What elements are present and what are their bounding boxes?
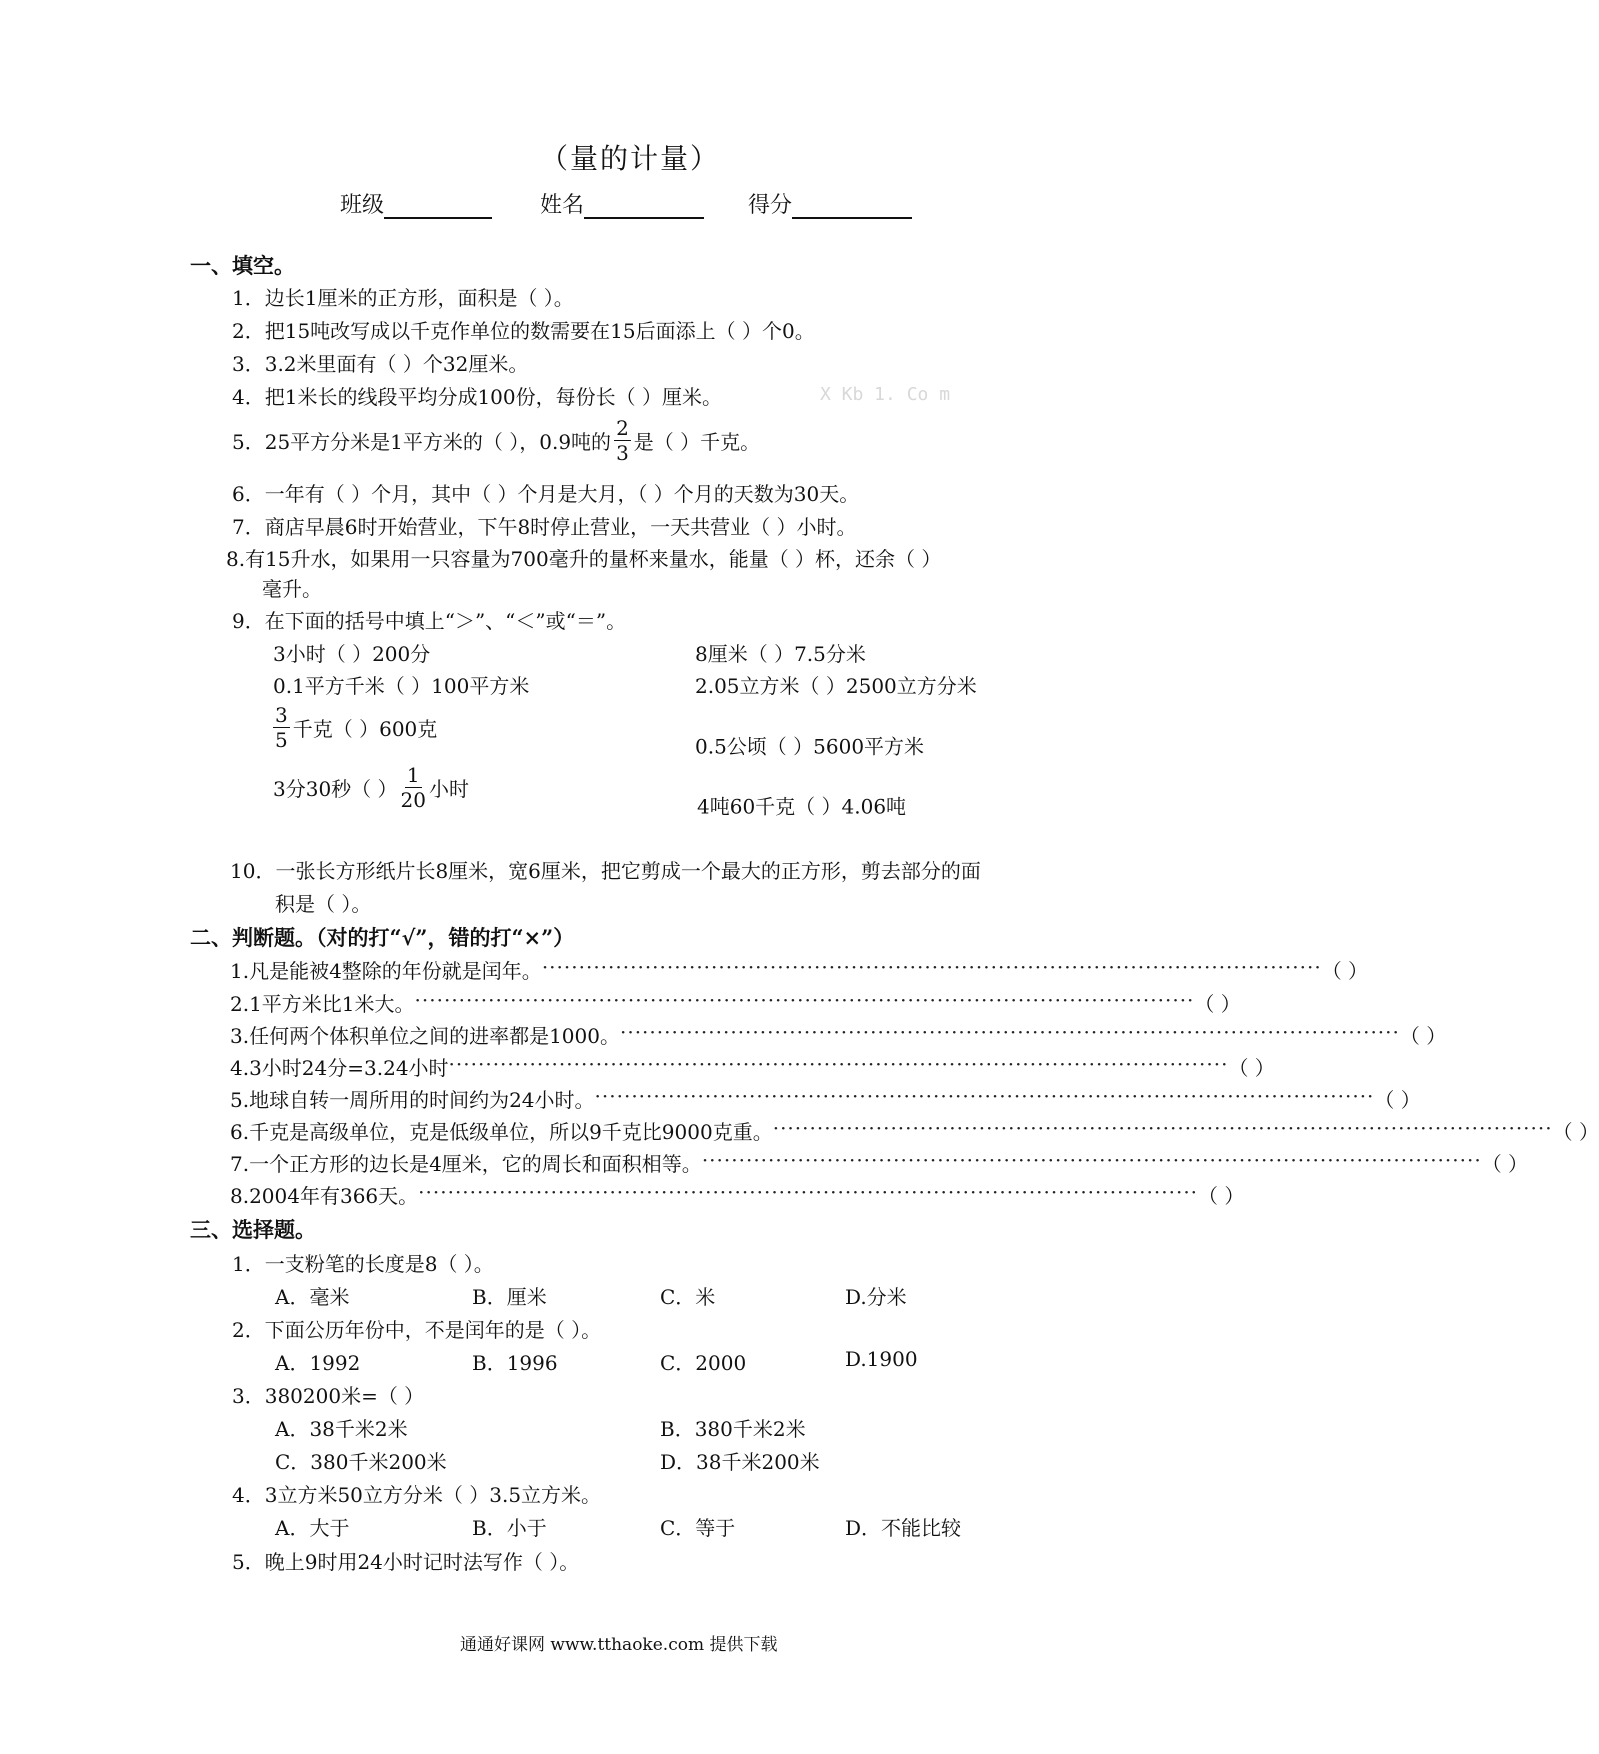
leader-dots: ·········································································································· xyxy=(772,1116,1553,1140)
s1-q10-line2: 积是（ ）。 xyxy=(275,892,372,916)
s3-q3: 3．380200米=（ ） xyxy=(232,1384,425,1408)
fraction-numerator: 3 xyxy=(275,703,288,727)
s1-q8-line1: 8.有15升水，如果用一只容量为700毫升的量杯来量水，能量（ ）杯，还余（ ） xyxy=(226,547,942,571)
s1-q8-line2: 毫升。 xyxy=(262,577,322,601)
section-3-heading: 三、选择题。 xyxy=(190,1217,316,1242)
section-1-heading: 一、填空。 xyxy=(190,253,295,278)
fraction-three-fifths xyxy=(273,705,290,750)
answer-paren[interactable]: （ ） xyxy=(1194,992,1241,1016)
answer-paren[interactable]: （ ） xyxy=(1374,1088,1421,1112)
s3-q3-option-b[interactable]: B．380千米2米 xyxy=(660,1417,806,1441)
s3-q1-option-b[interactable]: B．厘米 xyxy=(472,1285,547,1309)
s3-q1-option-c[interactable]: C．米 xyxy=(660,1285,716,1309)
s3-q2-option-b[interactable]: B．1996 xyxy=(472,1351,558,1375)
footer-credit: 通通好课网 www.tthaoke.com 提供下载 xyxy=(460,1635,778,1655)
q9-compare-a2: 8厘米（ ）7.5分米 xyxy=(695,642,866,666)
judge-statement: 8.2004年有366天。 xyxy=(230,1184,419,1208)
q9-compare-b2: 2.05立方米（ ）2500立方分米 xyxy=(695,674,977,698)
judge-statement: 2.1平方米比1米大。 xyxy=(230,992,415,1016)
q9-compare-c1 xyxy=(273,705,437,750)
fraction-denominator: 20 xyxy=(400,788,426,812)
answer-paren[interactable]: （ ） xyxy=(1552,1120,1599,1144)
s1-q3: 3．3.2米里面有（ ）个32厘米。 xyxy=(232,352,529,376)
s3-q5: 5．晚上9时用24小时记时法写作（ ）。 xyxy=(232,1550,580,1574)
leader-dots: ·········································································································· xyxy=(594,1084,1375,1108)
leader-dots: ·········································································································· xyxy=(541,955,1322,979)
s3-q3-option-d[interactable]: D．38千米200米 xyxy=(660,1450,820,1474)
s3-q4: 4．3立方米50立方分米（ ）3.5立方米。 xyxy=(232,1483,602,1507)
s3-q4-option-a[interactable]: A．大于 xyxy=(275,1516,350,1540)
s1-q7: 7．商店早晨6时开始营业，下午8时停止营业，一天共营业（ ）小时。 xyxy=(232,515,857,539)
s1-q5-part-b: 是（ ）千克。 xyxy=(633,430,761,454)
s3-q3-option-c[interactable]: C．380千米200米 xyxy=(275,1450,447,1474)
leader-dots: ·········································································································· xyxy=(701,1148,1482,1172)
leader-dots: ·········································································································· xyxy=(448,1052,1229,1076)
judge-item xyxy=(230,1052,1275,1081)
q9-compare-d2: 4吨60千克（ ）4.06吨 xyxy=(697,794,907,819)
judge-statement: 7.一个正方形的边长是4厘米，它的周长和面积相等。 xyxy=(230,1152,702,1176)
judge-item xyxy=(230,1148,1529,1177)
s1-q9: 9．在下面的括号中填上“＞”、“＜”或“＝”。 xyxy=(232,609,627,633)
s1-q2: 2．把15吨改写成以千克作单位的数需要在15后面添上（ ）个0。 xyxy=(232,319,815,343)
leader-dots: ·········································································································· xyxy=(414,988,1195,1012)
leader-dots: ·········································································································· xyxy=(418,1180,1199,1204)
q9-compare-a1: 3小时（ ）200分 xyxy=(273,642,431,666)
s3-q3-option-a[interactable]: A．38千米2米 xyxy=(275,1417,408,1441)
fraction-numerator: 1 xyxy=(406,763,420,787)
answer-paren[interactable]: （ ） xyxy=(1198,1184,1245,1208)
answer-paren[interactable]: （ ） xyxy=(1228,1056,1275,1080)
judge-item xyxy=(230,1180,1245,1209)
page-title: （量的计量） xyxy=(540,142,721,175)
s1-q5-part-a: 5．25平方分米是1平方米的（ ），0.9吨的 xyxy=(232,430,612,454)
judge-statement: 6.千克是高级单位，克是低级单位，所以9千克比9000克重。 xyxy=(230,1120,773,1144)
judge-item xyxy=(230,955,1369,984)
q9-compare-d1 xyxy=(273,765,469,810)
score-field[interactable] xyxy=(748,188,912,219)
s3-q1: 1．一支粉笔的长度是8（ ）。 xyxy=(232,1252,494,1276)
s1-q5 xyxy=(232,418,760,463)
s3-q4-option-b[interactable]: B．小于 xyxy=(472,1516,547,1540)
name-label: 姓名 xyxy=(540,193,585,218)
s3-q2-option-c[interactable]: C．2000 xyxy=(660,1351,747,1375)
judge-item xyxy=(230,1020,1447,1049)
fraction-one-twentieth xyxy=(401,765,426,810)
s1-q6: 6．一年有（ ）个月，其中（ ）个月是大月，（ ）个月的天数为30天。 xyxy=(232,482,860,506)
watermark: X Kb 1. Co m xyxy=(820,384,951,405)
judge-statement: 4.3小时24分=3.24小时 xyxy=(230,1056,449,1080)
q9-c1-text: 千克（ ）600克 xyxy=(292,717,438,741)
fraction-denominator: 5 xyxy=(275,728,288,752)
fraction-numerator: 2 xyxy=(616,416,629,440)
s3-q2-option-a[interactable]: A．1992 xyxy=(275,1351,361,1375)
q9-d1-text: 3分30秒（ ） xyxy=(273,777,398,801)
s3-q1-option-d[interactable]: D.分米 xyxy=(845,1285,907,1309)
answer-paren[interactable]: （ ） xyxy=(1481,1152,1529,1176)
s1-q4: 4．把1米长的线段平均分成100份，每份长（ ）厘米。 xyxy=(232,385,722,409)
s3-q2: 2．下面公历年份中，不是闰年的是（ ）。 xyxy=(232,1318,602,1342)
score-blank[interactable] xyxy=(792,195,912,219)
judge-statement: 5.地球自转一周所用的时间约为24小时。 xyxy=(230,1088,595,1112)
s1-q10-line1: 10．一张长方形纸片长8厘米，宽6厘米，把它剪成一个最大的正方形，剪去部分的面 xyxy=(230,859,981,883)
s3-q4-option-d[interactable]: D．不能比较 xyxy=(845,1516,962,1540)
judge-statement: 1.凡是能被4整除的年份就是闰年。 xyxy=(230,959,542,983)
judge-item xyxy=(230,988,1241,1017)
class-label: 班级 xyxy=(340,193,385,218)
judge-item xyxy=(230,1084,1421,1113)
name-blank[interactable] xyxy=(584,195,704,219)
judge-item xyxy=(230,1116,1599,1145)
class-field[interactable] xyxy=(340,188,492,219)
fraction-two-thirds xyxy=(614,418,631,463)
judge-statement: 3.任何两个体积单位之间的进率都是1000。 xyxy=(230,1024,620,1048)
s1-q1: 1．边长1厘米的正方形，面积是（ ）。 xyxy=(232,286,574,310)
fraction-denominator: 3 xyxy=(616,441,629,465)
s3-q2-option-d[interactable]: D.1900 xyxy=(845,1347,918,1371)
name-field[interactable] xyxy=(540,188,704,219)
class-blank[interactable] xyxy=(384,195,492,219)
s3-q4-option-c[interactable]: C．等于 xyxy=(660,1516,736,1540)
q9-compare-c2: 0.5公顷（ ）5600平方米 xyxy=(695,734,925,759)
s3-q1-option-a[interactable]: A．毫米 xyxy=(275,1285,350,1309)
section-2-heading: 二、判断题。（对的打“√”，错的打“×”） xyxy=(190,925,575,950)
q9-d1-unit: 小时 xyxy=(428,777,469,801)
answer-paren[interactable]: （ ） xyxy=(1321,959,1369,983)
score-label: 得分 xyxy=(748,193,793,218)
leader-dots: ·········································································································· xyxy=(619,1020,1400,1044)
answer-paren[interactable]: （ ） xyxy=(1399,1024,1447,1048)
q9-compare-b1: 0.1平方千米（ ）100平方米 xyxy=(273,674,530,698)
